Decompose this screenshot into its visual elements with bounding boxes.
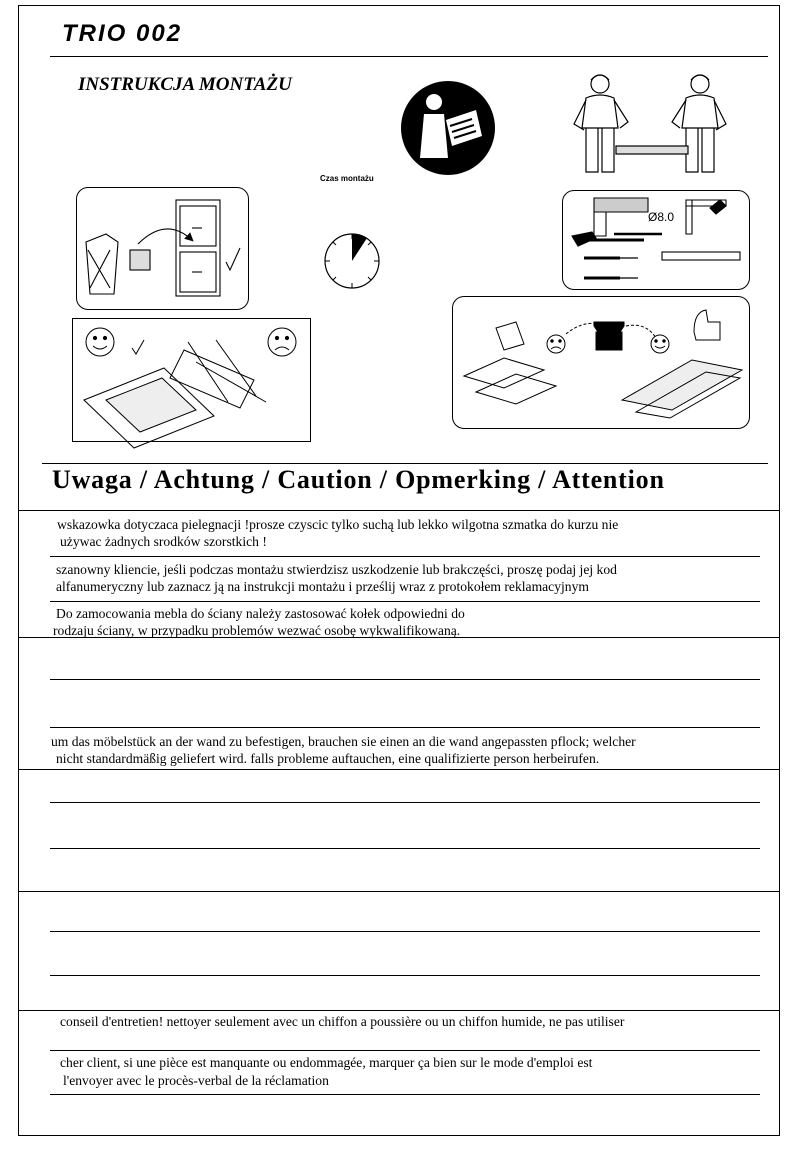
tools-illustration bbox=[566, 194, 746, 286]
blank-section-divider bbox=[18, 891, 780, 892]
fr-care-line-1: conseil d'entretien! nettoyer seulement avec un chiffon a poussière ou un chiffon humide, ne pas utiliser bbox=[60, 1014, 625, 1029]
caution-heading: Uwaga / Achtung / Caution / Opmerking / Attention bbox=[52, 465, 665, 494]
pl-wall-line-1: Do zamocowania mebla do ściany należy zastosować kołek odpowiedni do bbox=[56, 606, 465, 621]
floor-assembly-illustration bbox=[76, 322, 308, 438]
two-workers-illustration bbox=[570, 70, 730, 180]
fr-section-divider bbox=[18, 1010, 780, 1011]
pl-section-divider bbox=[18, 637, 780, 638]
blank-rule-3 bbox=[50, 802, 760, 803]
caution-bottom-rule bbox=[18, 510, 780, 511]
instructions-title: INSTRUKCJA MONTAŻU bbox=[78, 74, 292, 95]
fr-missing-line-1: cher client, si une pièce est manquante ou endommagée, marquer ça bien sur le mode d'emploi est bbox=[60, 1055, 593, 1070]
drill-bit-label: Ø8.0 bbox=[648, 210, 675, 224]
blank-rule-5 bbox=[50, 931, 760, 932]
pl-missing-line-2: alfanumeryczny lub zaznacz ją na instrukcji montażu i prześlij wraz z protokołem reklamacyjnym bbox=[56, 579, 589, 594]
fr-rule-1 bbox=[50, 1050, 760, 1051]
pl-missing-line-1: szanowny kliencie, jeśli podczas montażu stwierdzisz uszkodzenie lub brakczęści, proszę podaj jej kod bbox=[56, 562, 617, 577]
blank-rule-4 bbox=[50, 848, 760, 849]
keep-instructions-illustration bbox=[80, 192, 245, 307]
caution-top-rule bbox=[42, 463, 768, 464]
header-rule bbox=[50, 56, 768, 57]
pl-rule-1 bbox=[50, 556, 760, 557]
fr-rule-2 bbox=[50, 1094, 760, 1095]
assembly-clock-icon bbox=[323, 232, 381, 290]
read-manual-icon bbox=[400, 80, 496, 176]
model-name: TRIO 002 bbox=[62, 20, 183, 47]
pl-care-line-2: używac żadnych srodków szorstkich ! bbox=[60, 534, 267, 549]
blank-rule-2 bbox=[50, 727, 760, 728]
de-wall-line-1: um das möbelstück an der wand zu befestigen, brauchen sie einen an die wand angepassten pflock; welcher bbox=[51, 734, 636, 749]
assembly-time-label: Czas montażu bbox=[320, 174, 374, 183]
blank-rule-6 bbox=[50, 975, 760, 976]
pl-rule-2 bbox=[50, 601, 760, 602]
blank-rule-1 bbox=[50, 679, 760, 680]
de-wall-line-2: nicht standardmäßig geliefert wird. falls probleme auftauchen, eine qualifizierte person herbeirufen. bbox=[56, 751, 600, 766]
missing-parts-illustration bbox=[456, 300, 746, 425]
fr-missing-line-2: l'envoyer avec le procès-verbal de la réclamation bbox=[63, 1073, 329, 1088]
pl-wall-line-2: rodzaju ściany, w przypadku problemów wezwać osobę wykwalifikowaną. bbox=[53, 623, 461, 638]
de-section-divider bbox=[18, 769, 780, 770]
pl-care-line-1: wskazowka dotyczaca pielegnacji !prosze czyscic tylko suchą lub lekko wilgotna szmatka do kurzu nie bbox=[57, 517, 619, 532]
